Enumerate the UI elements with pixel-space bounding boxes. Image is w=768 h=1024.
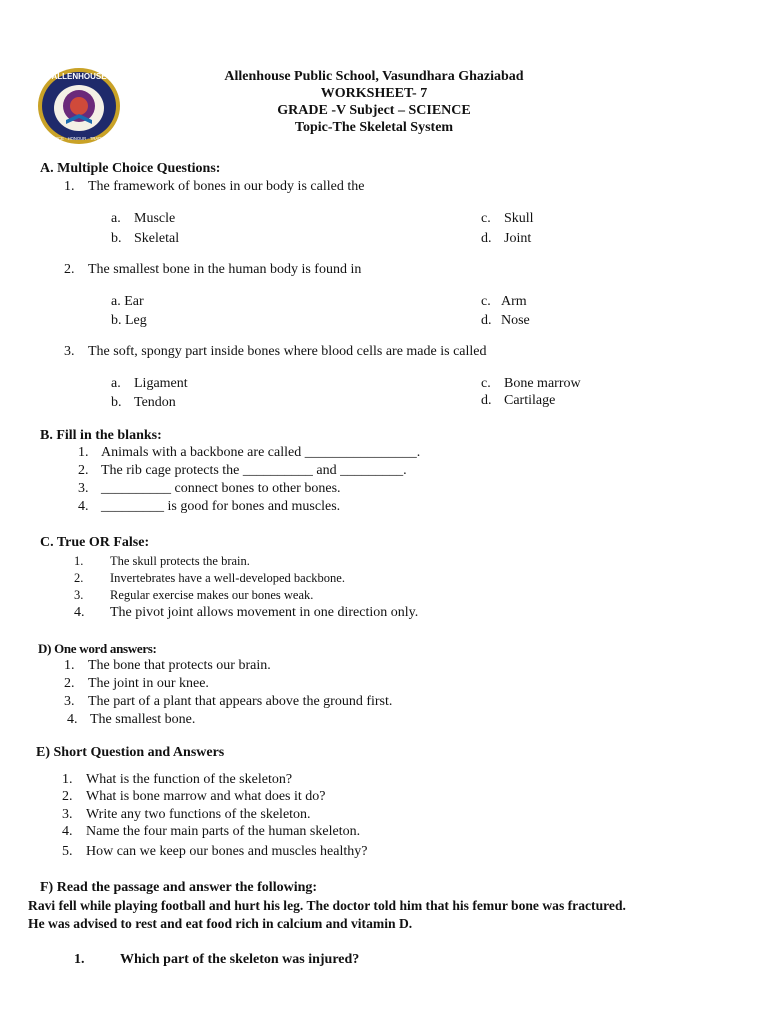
- fill-2-text: The rib cage protects the __________ and _________.: [101, 463, 407, 478]
- mcq-3-option-a: Ligament: [134, 376, 188, 391]
- mcq-2-question: The smallest bone in the human body is found in: [88, 262, 362, 277]
- tf-4-text: The pivot joint allows movement in one direction only.: [110, 605, 419, 620]
- topic: Topic-The Skeletal System: [294, 120, 454, 135]
- section-e-title: E) Short Question and Answers: [36, 745, 225, 760]
- oneword-4-text: The smallest bone.: [90, 712, 196, 727]
- mcq-3-option-b: Tendon: [134, 395, 176, 410]
- fill-2-number: 2.: [78, 463, 89, 478]
- grade-subject: GRADE -V Subject – SCIENCE: [277, 103, 471, 118]
- section-d-title: D) One word answers:: [38, 641, 157, 656]
- logo-motto: SERVICE · HONOUR · TRADITION: [45, 136, 113, 141]
- mcq-3-option-b-letter: b.: [111, 395, 122, 410]
- mcq-1-option-b-letter: b.: [111, 231, 122, 246]
- passage-q1-text: Which part of the skeleton was injured?: [120, 952, 360, 967]
- short-5-number: 5.: [62, 844, 73, 859]
- section-a-title: A. Multiple Choice Questions:: [40, 161, 221, 176]
- short-2-text: What is bone marrow and what does it do?: [86, 789, 326, 804]
- tf-3-number: 3.: [74, 588, 84, 602]
- passage-line-2: He was advised to rest and eat food rich in calcium and vitamin D.: [28, 916, 413, 931]
- short-1-text: What is the function of the skeleton?: [86, 772, 293, 787]
- tf-1-number: 1.: [74, 554, 84, 568]
- mcq-3-option-c-letter: c.: [481, 376, 491, 391]
- oneword-3-text: The part of a plant that appears above the ground first.: [88, 694, 393, 709]
- mcq-2-option-a: a. Ear: [111, 294, 144, 309]
- tf-1-text: The skull protects the brain.: [110, 554, 250, 568]
- mcq-3-number: 3.: [64, 344, 75, 359]
- mcq-1-option-a: Muscle: [134, 211, 176, 226]
- mcq-3-option-d: Cartilage: [504, 393, 556, 408]
- fill-4-text: _________ is good for bones and muscles.: [101, 499, 341, 514]
- mcq-2-option-c-letter: c.: [481, 294, 491, 309]
- mcq-1-option-c-letter: c.: [481, 211, 491, 226]
- short-4-number: 4.: [62, 824, 73, 839]
- mcq-1-question: The framework of bones in our body is called the: [88, 179, 365, 194]
- section-c-title: C. True OR False:: [40, 535, 150, 550]
- oneword-1-text: The bone that protects our brain.: [88, 658, 271, 673]
- tf-2-text: Invertebrates have a well-developed backbone.: [110, 571, 345, 585]
- tf-2-number: 2.: [74, 571, 84, 585]
- mcq-2-option-d: Nose: [501, 313, 530, 328]
- fill-1-text: Animals with a backbone are called ________________.: [101, 445, 421, 460]
- mcq-1-option-d-letter: d.: [481, 231, 492, 246]
- school-logo: [36, 66, 122, 146]
- short-3-text: Write any two functions of the skeleton.: [86, 807, 311, 822]
- oneword-3-number: 3.: [64, 694, 75, 709]
- worksheet-number: WORKSHEET- 7: [320, 86, 428, 101]
- oneword-2-number: 2.: [64, 676, 75, 691]
- passage-q1-number: 1.: [74, 952, 85, 967]
- passage-line-1: Ravi fell while playing football and hurt his leg. The doctor told him that his femur bone was fractured.: [28, 898, 626, 913]
- mcq-3-option-a-letter: a.: [111, 376, 121, 391]
- mcq-1-option-c: Skull: [504, 211, 534, 226]
- mcq-3-option-d-letter: d.: [481, 393, 492, 408]
- oneword-2-text: The joint in our knee.: [88, 676, 209, 691]
- mcq-2-option-b: b. Leg: [111, 313, 147, 328]
- short-1-number: 1.: [62, 772, 73, 787]
- mcq-3-question: The soft, spongy part inside bones where blood cells are made is called: [88, 344, 487, 359]
- fill-3-text: __________ connect bones to other bones.: [101, 481, 341, 496]
- mcq-2-number: 2.: [64, 262, 75, 277]
- school-name: Allenhouse Public School, Vasundhara Ghaziabad: [224, 69, 524, 84]
- tf-4-number: 4.: [74, 605, 85, 620]
- short-4-text: Name the four main parts of the human skeleton.: [86, 824, 361, 839]
- fill-3-number: 3.: [78, 481, 89, 496]
- mcq-1-option-b: Skeletal: [134, 231, 180, 246]
- oneword-1-number: 1.: [64, 658, 75, 673]
- short-2-number: 2.: [62, 789, 73, 804]
- fill-4-number: 4.: [78, 499, 89, 514]
- section-f-title: F) Read the passage and answer the following:: [40, 880, 318, 895]
- fill-1-number: 1.: [78, 445, 89, 460]
- section-b-title: B. Fill in the blanks:: [40, 428, 162, 443]
- logo-text: ALLENHOUSE: [51, 72, 107, 81]
- tf-3-text: Regular exercise makes our bones weak.: [110, 588, 314, 602]
- mcq-1-number: 1.: [64, 179, 75, 194]
- oneword-4-number: 4.: [67, 712, 78, 727]
- mcq-1-option-a-letter: a.: [111, 211, 121, 226]
- short-5-text: How can we keep our bones and muscles healthy?: [86, 844, 368, 859]
- mcq-1-option-d: Joint: [504, 231, 532, 246]
- mcq-2-option-c: Arm: [501, 294, 527, 309]
- mcq-3-option-c: Bone marrow: [504, 376, 581, 391]
- mcq-2-option-d-letter: d.: [481, 313, 492, 328]
- short-3-number: 3.: [62, 807, 73, 822]
